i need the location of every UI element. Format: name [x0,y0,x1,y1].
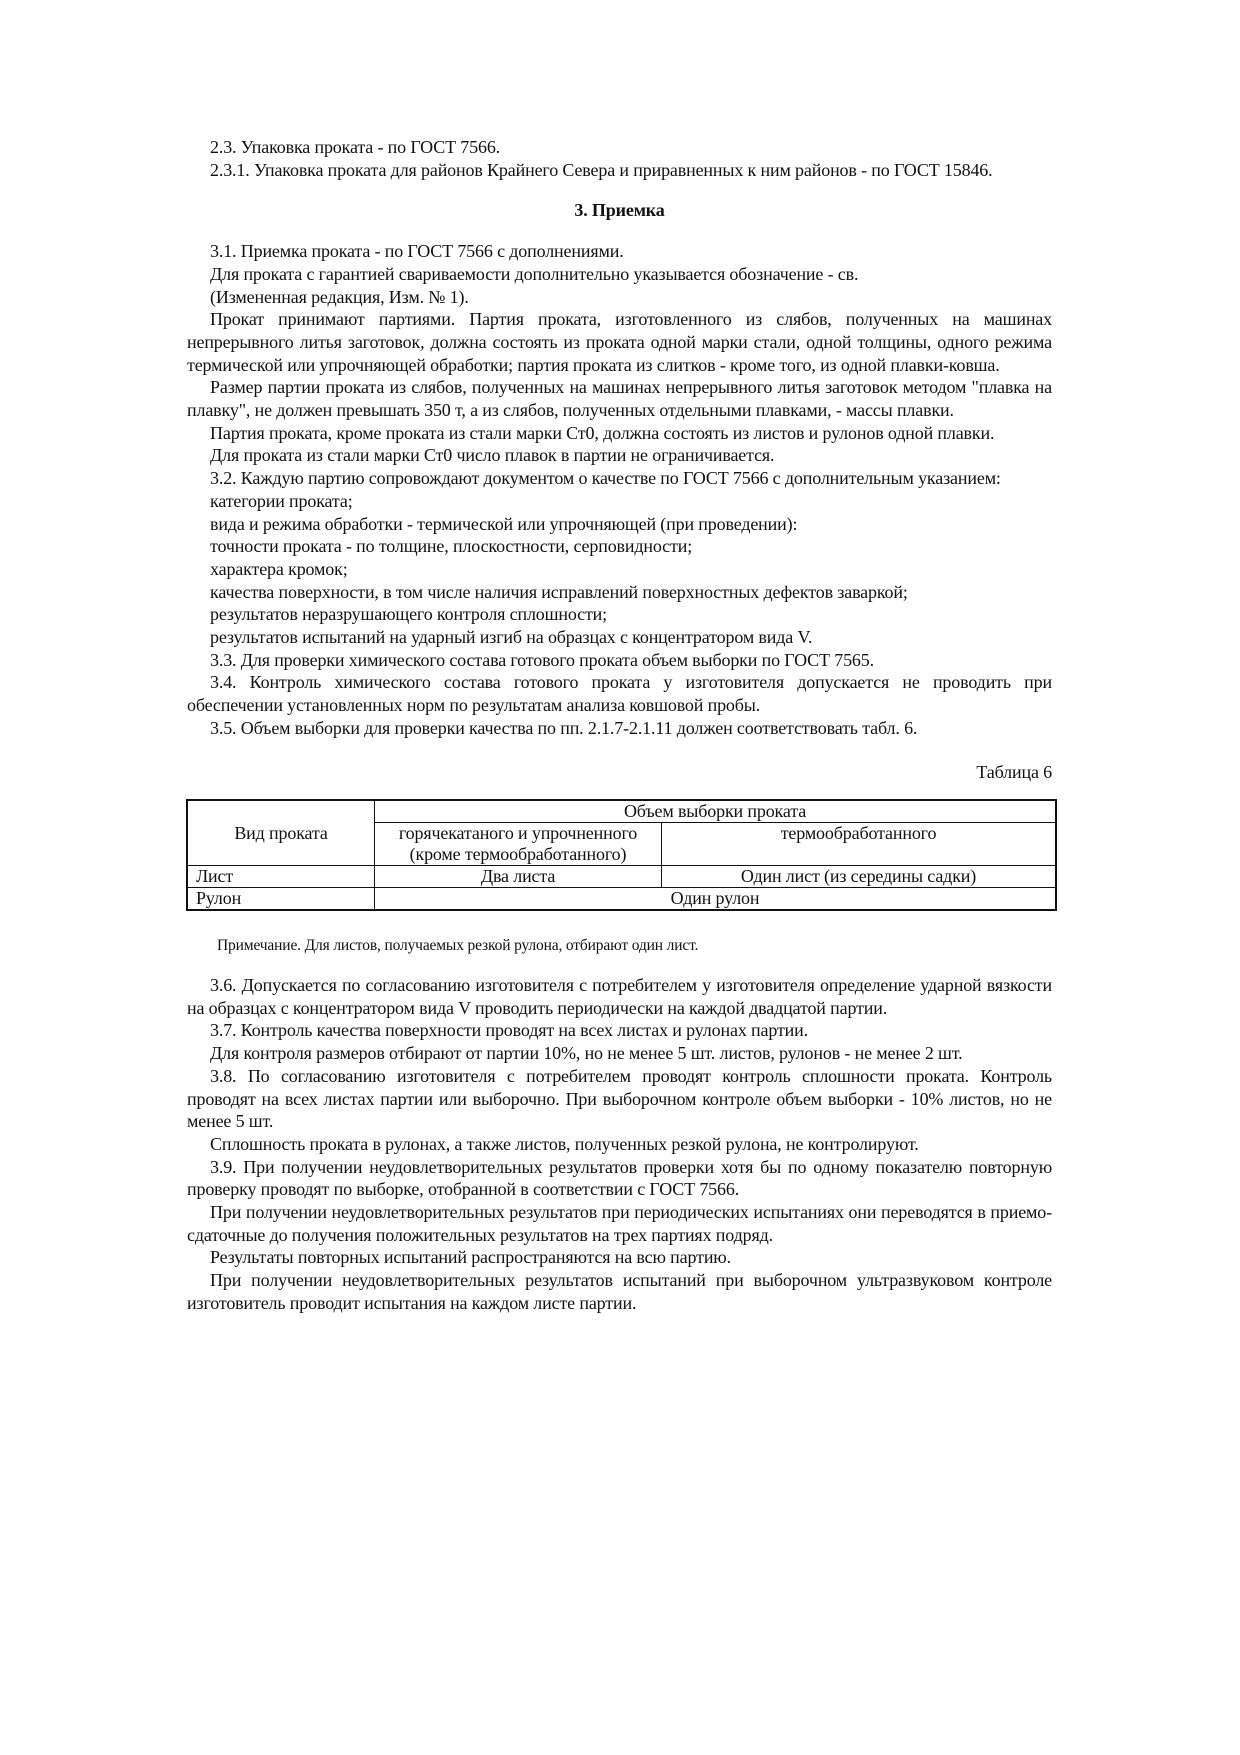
paragraph: характера кромок; [210,558,348,579]
paragraph: результатов неразрушающего контроля сплошности; [210,604,608,625]
row-name: Рулон [187,888,375,911]
table-note: Примечание. Для листов, получаемых резкой рулона, отбирают один лист. [217,937,699,955]
paragraph: 3.6. Допускается по согласованию изготовителя с потребителем у изготовителя определение ударной вязкости на образцах с концентратором вида V проводить периодически на каждой двадцатой партии. [187,974,1052,1018]
section-2-3 [187,136,1052,181]
paragraph: При получении неудовлетворительных результатов испытаний при выборочном ультразвуковом контроле изготовитель проводит испытания на каждом листе партии. [187,1270,1052,1313]
paragraph: Партия проката, кроме проката из стали марки Ст0, должна состоять из листов и рулонов одной плавки. [210,422,995,443]
table-caption: Таблица 6 [976,761,1052,782]
paragraph: 3.9. При получении неудовлетворительных результатов проверки хотя бы по одному показателю повторную проверку проводят по выборке, отобранной в соответствии с ГОСТ 7566. [187,1156,1052,1200]
table-6 [186,799,1057,911]
paragraph: Для проката с гарантией свариваемости дополнительно указывается обозначение - св. [210,263,859,284]
paragraph: Размер партии проката из слябов, полученных на машинах непрерывного литья заготовок методом "плавка на плавку", не должен превышать 350 т, а из слябов, полученных отдельными плавками, - массы плавки. [187,377,1052,421]
paragraph: вида и режима обработки - термической или упрочняющей (при проведении): [210,513,798,534]
table-row [187,866,1056,888]
paragraph: (Измененная редакция, Изм. № 1). [210,286,469,307]
section-3-continued [187,974,1052,1315]
paragraph: результатов испытаний на ударный изгиб на образцах с концентратором вида V. [210,627,813,648]
paragraph: точности проката - по толщине, плоскостности, серповидности; [210,536,693,557]
paragraph: 3.7. Контроль качества поверхности проводят на всех листах и рулонах партии. [210,1020,808,1041]
section-3-body [187,240,1052,739]
paragraph: категории проката; [210,490,353,511]
paragraph: 3.5. Объем выборки для проверки качества по пп. 2.1.7-2.1.11 должен соответствовать табл. 6. [210,717,918,738]
header-type: Вид проката [187,800,375,866]
paragraph: Прокат принимают партиями. Партия проката, изготовленного из слябов, полученных на машинах непрерывного литья заготовок, должна состоять из проката одной марки стали, одной толщины, одного режима термической или упрочняющей обработки; партия проката из слитков - кроме того, из одной плавки-ковша. [187,309,1052,375]
row-value: Один лист (из середины садки) [662,866,1057,888]
document-page [187,136,1052,1315]
paragraph: 3.4. Контроль химического состава готового проката у изготовителя допускается не проводить при обеспечении установленных норм по результатам анализа ковшовой пробы. [187,672,1052,716]
paragraph: 3.2. Каждую партию сопровождают документом о качестве по ГОСТ 7566 с дополнительным указанием: [210,468,1001,489]
paragraph: 3.3. Для проверки химического состава готового проката объем выборки по ГОСТ 7565. [210,649,874,670]
paragraph: Для проката из стали марки Ст0 число плавок в партии не ограничивается. [210,445,775,466]
paragraph: 3.1. Приемка проката - по ГОСТ 7566 с дополнениями. [210,241,624,262]
paragraph: Результаты повторных испытаний распространяются на всю партию. [210,1247,731,1268]
row-name: Лист [187,866,375,888]
row-value: Два листа [375,866,662,888]
header-group: Объем выборки проката [375,800,1057,823]
paragraph: Сплошность проката в рулонах, а также листов, полученных резкой рулона, не контролируют. [210,1133,919,1154]
paragraph: качества поверхности, в том числе наличия исправлений поверхностных дефектов заваркой; [210,581,908,602]
row-value: Один рулон [375,888,1057,911]
header-heat-treated: термообработанного [662,823,1057,866]
paragraph: Для контроля размеров отбирают от партии 10%, но не менее 5 шт. листов, рулонов - не менее 2 шт. [210,1043,963,1064]
header-hot-rolled: горячекатаного и упрочненного (кроме термообработанного) [375,823,662,866]
paragraph: 3.8. По согласованию изготовителя с потребителем проводят контроль сплошности проката. Контроль проводят на всех листах партии или выборочно. При выборочном контроле объем выборки - 10% листов, но не менее 5 шт. [187,1065,1052,1132]
paragraph: При получении неудовлетворительных результатов при периодических испытаниях они переводятся в приемо-сдаточные до получения положительных результатов на трех партиях подряд. [187,1202,1052,1245]
paragraph: 2.3. Упаковка проката - по ГОСТ 7566. [210,137,501,157]
paragraph: 2.3.1. Упаковка проката для районов Крайнего Севера и приравненных к ним районов - по ГОСТ 15846. [210,159,993,180]
section-heading: 3. Приемка [574,200,665,221]
table-row [187,888,1056,911]
